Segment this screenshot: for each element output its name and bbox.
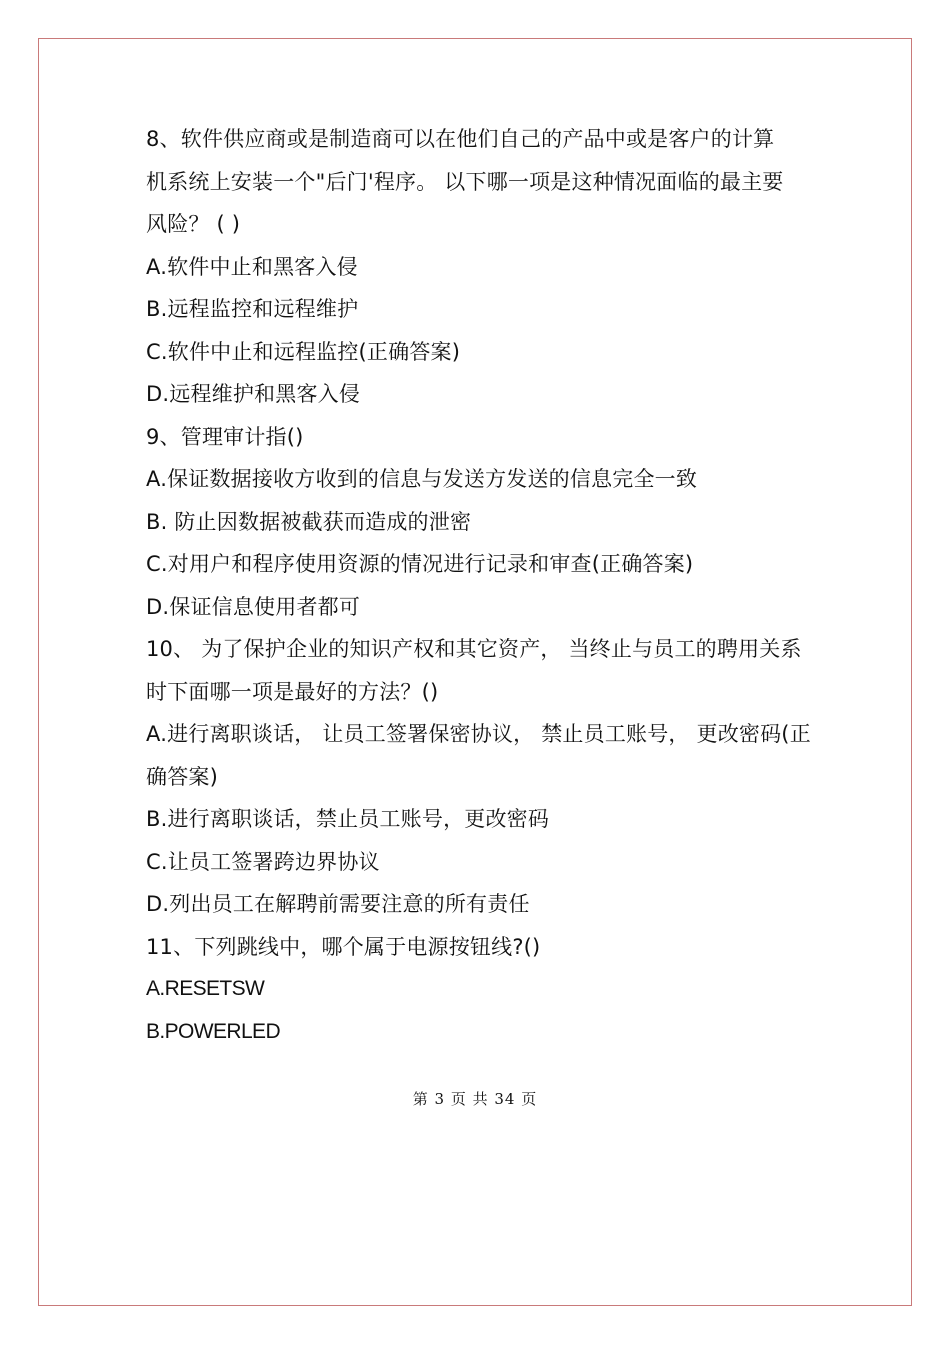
question-8-line-2: 机系统上安装一个"后门'程序。 以下哪一项是这种情况面临的最主要 xyxy=(146,169,784,194)
question-10-line-2: 时下面哪一项是最好的方法？() xyxy=(146,679,439,704)
question-9-option-b: B. 防止因数据被截获而造成的泄密 xyxy=(146,509,472,534)
question-10-option-a-line-2: 确答案) xyxy=(146,764,218,789)
question-10-option-a-line-1: A.进行离职谈话， 让员工签署保密协议， 禁止员工账号， 更改密码(正 xyxy=(146,722,811,746)
question-11-option-a: A.RESETSW xyxy=(146,977,265,1000)
question-9-option-c: C.对用户和程序使用资源的情况进行记录和审查(正确答案) xyxy=(146,552,694,576)
question-8-option-d: D.远程维护和黑客入侵 xyxy=(146,382,361,406)
question-8-option-a: A.软件中止和黑客入侵 xyxy=(146,254,358,279)
question-10-option-c: C.让员工签署跨边界协议 xyxy=(146,849,380,874)
question-11: 11、下列跳线中，哪个属于电源按钮线?() xyxy=(146,934,541,959)
page-footer: 第 3 页 共 34 页 xyxy=(412,1090,538,1108)
question-10-option-d: D.列出员工在解聘前需要注意的所有责任 xyxy=(146,892,530,916)
question-9-option-a: A.保证数据接收方收到的信息与发送方发送的信息完全一致 xyxy=(146,467,698,491)
question-9-option-d: D.保证信息使用者都可 xyxy=(146,594,361,619)
document-body xyxy=(146,118,818,1053)
question-8-line-3: 风险？ ( ) xyxy=(146,212,241,236)
question-11-option-b: B.POWERLED xyxy=(146,1019,281,1043)
question-8-option-c: C.软件中止和远程监控(正确答案) xyxy=(146,339,461,364)
question-10-option-b: B.进行离职谈话，禁止员工账号，更改密码 xyxy=(146,807,550,831)
question-9: 9、管理审计指() xyxy=(146,424,304,449)
question-8-line-1: 8、软件供应商或是制造商可以在他们自己的产品中或是客户的计算 xyxy=(146,127,775,151)
question-8-option-b: B.远程监控和远程维护 xyxy=(146,297,359,321)
question-10-line-1: 10、 为了保护企业的知识产权和其它资产， 当终止与员工的聘用关系 xyxy=(146,637,802,661)
